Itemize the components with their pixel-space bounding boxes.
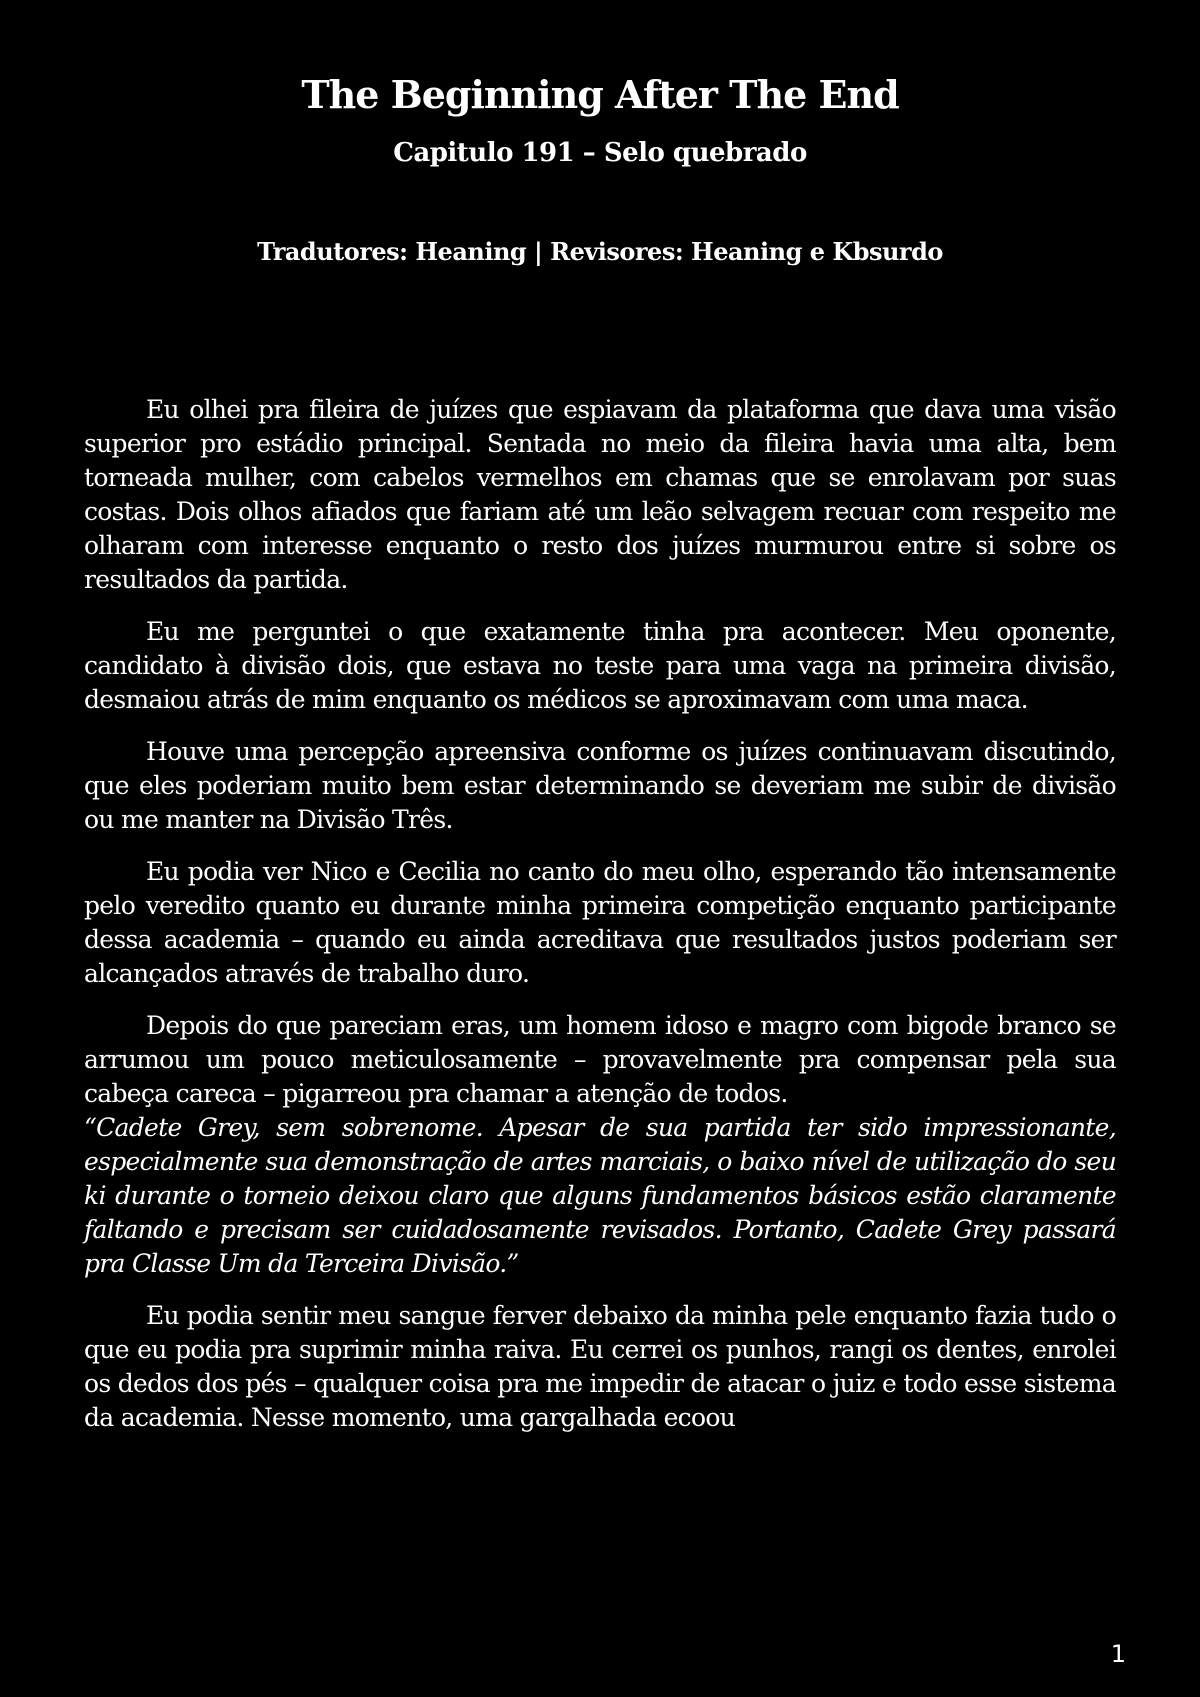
- chapter-body: [84, 393, 1116, 1453]
- paragraph: Eu podia ver Nico e Cecilia no canto do meu olho, esperando tão intensamente pelo veredito quanto eu durante minha primeira competição enquanto participante dessa academia – quando eu ainda acreditava que resultados justos poderiam ser alcançados através de trabalho duro.: [84, 857, 1116, 988]
- paragraph: Depois do que pareciam eras, um homem idoso e magro com bigode branco se arrumou um pouco meticulosamente – provavelmente pra compensar pela sua cabeça careca – pigarreou pra chamar a atenção de todos.: [84, 1011, 1116, 1108]
- paragraph: Eu podia sentir meu sangue ferver debaixo da minha pele enquanto fazia tudo o que eu podia pra suprimir minha raiva. Eu cerrei os punhos, rangi os dentes, enrolei os dedos dos pés – qualquer coisa pra me impedir de atacar o juiz e todo esse sistema da academia. Nesse momento, uma gargalhada ecoou: [84, 1301, 1116, 1432]
- paragraph: Houve uma percepção apreensiva conforme os juízes continuavam discutindo, que eles poderiam muito bem estar determinando se deveriam me subir de divisão ou me manter na Divisão Três.: [84, 737, 1116, 834]
- judge-verdict-quote: “Cadete Grey, sem sobrenome. Apesar de sua partida ter sido impressionante, especialmente sua demonstração de artes marciais, o baixo nível de utilização do seu ki durante o torneio deixou claro que alguns fundamentos básicos estão claramente faltando e precisam ser cuidadosamente revisados. Portanto, Cadete Grey passará pra Classe Um da Terceira Divisão.”: [84, 1113, 1116, 1278]
- paragraph: Eu me perguntei o que exatamente tinha pra acontecer. Meu oponente, candidato à divisão dois, que estava no teste para uma vaga na primeira divisão, desmaiou atrás de mim enquanto os médicos se aproximavam com uma maca.: [84, 617, 1116, 714]
- paragraph: Eu olhei pra fileira de juízes que espiavam da plataforma que dava uma visão superior pro estádio principal. Sentada no meio da fileira havia uma alta, bem torneada mulher, com cabelos vermelhos em chamas que se enrolavam por suas costas. Dois olhos afiados que fariam até um leão selvagem recuar com respeito me olharam com interesse enquanto o resto dos juízes murmurou entre si sobre os resultados da partida.: [84, 395, 1116, 594]
- quoted-paragraph: [84, 1111, 1116, 1281]
- translator-credits: Tradutores: Heaning | Revisores: Heaning e Kbsurdo: [257, 237, 943, 266]
- chapter-title: Capitulo 191 – Selo quebrado: [393, 138, 807, 168]
- document-title: The Beginning After The End: [301, 72, 899, 117]
- page-number: 1: [1110, 1640, 1126, 1668]
